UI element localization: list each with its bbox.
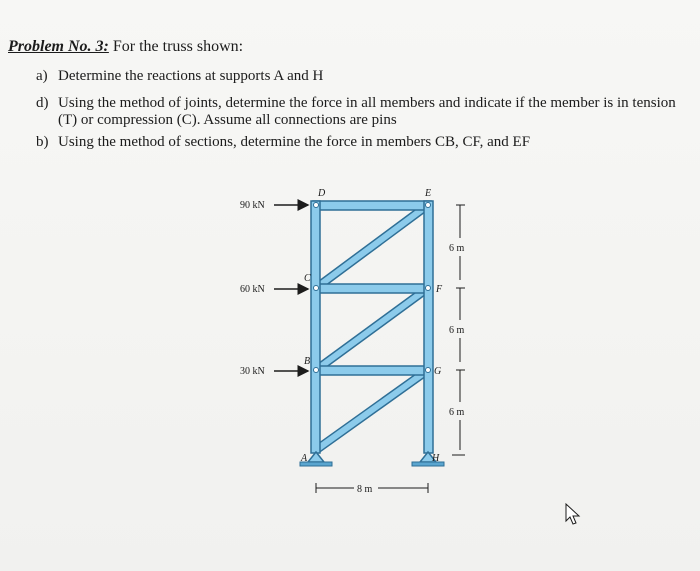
- joint-label-E: E: [425, 188, 432, 199]
- joint-C-pin: [314, 286, 319, 291]
- member-CE-fill: [316, 205, 428, 288]
- question-label-b: b): [36, 134, 49, 150]
- load-60-label: 60 kN: [240, 284, 265, 295]
- question-text-d: Using the method of joints, determine the force in all members and indicate if the member is in tension (T) or compression (C). Assume all connections are pins: [58, 95, 676, 128]
- joint-label-H: H: [432, 453, 440, 464]
- loads: [240, 200, 311, 377]
- member-left-column: [311, 201, 320, 453]
- joint-D-pin: [314, 203, 319, 208]
- load-30-label: 30 kN: [240, 366, 265, 377]
- joint-E-pin: [426, 203, 431, 208]
- member-BF-fill: [316, 288, 428, 370]
- joint-F-pin: [426, 286, 431, 291]
- member-BG: [313, 366, 431, 375]
- member-right-column: [424, 201, 433, 453]
- question-text-b: Using the method of sections, determine the force in members CB, CF, and EF: [58, 134, 531, 150]
- joint-label-F: F: [436, 284, 443, 295]
- question-label-a: a): [36, 68, 48, 84]
- dimension-panel-3: 6 m: [449, 407, 465, 418]
- member-CF: [313, 284, 431, 293]
- member-DE: [313, 201, 431, 210]
- joint-label-B: B: [304, 356, 311, 367]
- joint-label-D: D: [318, 188, 326, 199]
- joint-G-pin: [426, 368, 431, 373]
- dimension-width: 8 m: [357, 484, 373, 495]
- joint-label-A: A: [301, 453, 308, 464]
- member-AG-fill: [316, 370, 428, 450]
- dimension-panel-1: 6 m: [449, 243, 465, 254]
- problem-number: Problem No. 3:: [8, 38, 109, 55]
- mouse-cursor-icon: [566, 504, 579, 524]
- problem-heading-text: For the truss shown:: [108, 38, 244, 55]
- truss-members: [311, 201, 433, 453]
- question-label-d: d): [36, 95, 49, 111]
- dimension-panel-2: 6 m: [449, 325, 465, 336]
- load-90-label: 90 kN: [240, 200, 265, 211]
- joint-label-G: G: [434, 366, 442, 377]
- joint-label-C: C: [304, 273, 311, 284]
- question-text-a: Determine the reactions at supports A and H: [58, 68, 324, 84]
- joint-B-pin: [314, 368, 319, 373]
